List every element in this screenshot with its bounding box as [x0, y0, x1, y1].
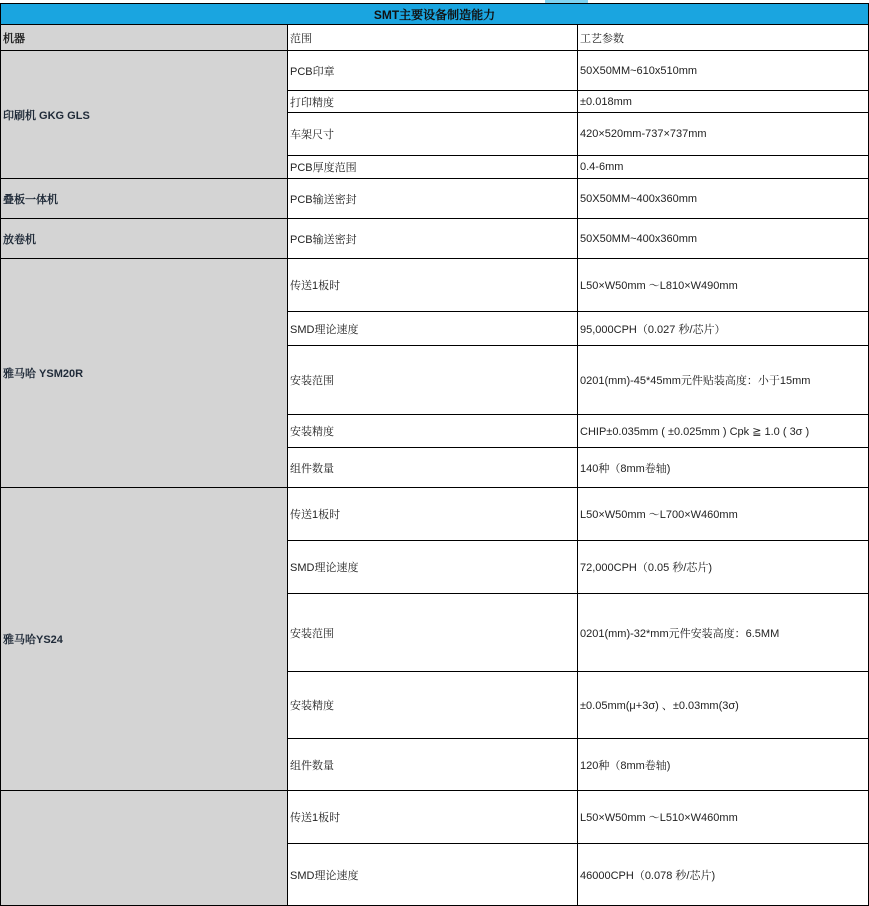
range-cell: 传送1板时 [288, 488, 578, 541]
param-cell: 0.4-6mm [578, 156, 869, 179]
header-params: 工艺参数 [578, 25, 869, 51]
header-machine: 机器 [1, 25, 288, 51]
machine-cell: 印刷机 GKG GLS [1, 51, 288, 179]
range-cell: 安装范围 [288, 594, 578, 672]
smt-capability-table [0, 3, 869, 906]
range-cell: 组件数量 [288, 448, 578, 488]
range-cell: 传送1板时 [288, 791, 578, 844]
header-range: 范围 [288, 25, 578, 51]
param-cell: 420×520mm-737×737mm [578, 113, 869, 156]
param-cell: 72,000CPH（0.05 秒/芯片) [578, 541, 869, 594]
range-cell: SMD理论速度 [288, 541, 578, 594]
range-cell: 组件数量 [288, 739, 578, 791]
param-cell: L50×W50mm ～L700×W460mm [578, 488, 869, 541]
param-cell: 50X50MM~610x510mm [578, 51, 869, 91]
machine-cell [1, 791, 288, 906]
param-cell: L50×W50mm ～L810×W490mm [578, 259, 869, 312]
range-cell: PCB输送密封 [288, 179, 578, 219]
range-cell: 安装精度 [288, 672, 578, 739]
param-cell: L50×W50mm ～L510×W460mm [578, 791, 869, 844]
table-title: SMT主要设备制造能力 [1, 4, 869, 25]
param-cell: 0201(mm)-45*45mm元件贴装高度：小于15mm [578, 346, 869, 415]
param-cell: ±0.018mm [578, 91, 869, 113]
range-cell: 车架尺寸 [288, 113, 578, 156]
param-cell: 95,000CPH（0.027 秒/芯片） [578, 312, 869, 346]
machine-cell: 放卷机 [1, 219, 288, 259]
machine-cell: 叠板一体机 [1, 179, 288, 219]
range-cell: PCB印章 [288, 51, 578, 91]
range-cell: SMD理论速度 [288, 312, 578, 346]
range-cell: 传送1板时 [288, 259, 578, 312]
range-cell: 打印精度 [288, 91, 578, 113]
param-cell: 140种（8mm卷轴) [578, 448, 869, 488]
param-cell: ±0.05mm(μ+3σ) 、±0.03mm(3σ) [578, 672, 869, 739]
range-cell: SMD理论速度 [288, 844, 578, 906]
param-cell: 50X50MM~400x360mm [578, 219, 869, 259]
param-cell: 120种（8mm卷轴) [578, 739, 869, 791]
machine-cell: 雅马哈YS24 [1, 488, 288, 791]
param-cell: 46000CPH（0.078 秒/芯片) [578, 844, 869, 906]
range-cell: 安装精度 [288, 415, 578, 448]
param-cell: 50X50MM~400x360mm [578, 179, 869, 219]
param-cell: CHIP±0.035mm ( ±0.025mm ) Cpk ≧ 1.0 ( 3σ ) [578, 415, 869, 448]
param-cell: 0201(mm)-32*mm元件安装高度：6.5MM [578, 594, 869, 672]
range-cell: PCB厚度范围 [288, 156, 578, 179]
range-cell: 安装范围 [288, 346, 578, 415]
machine-cell: 雅马哈 YSM20R [1, 259, 288, 488]
range-cell: PCB输送密封 [288, 219, 578, 259]
